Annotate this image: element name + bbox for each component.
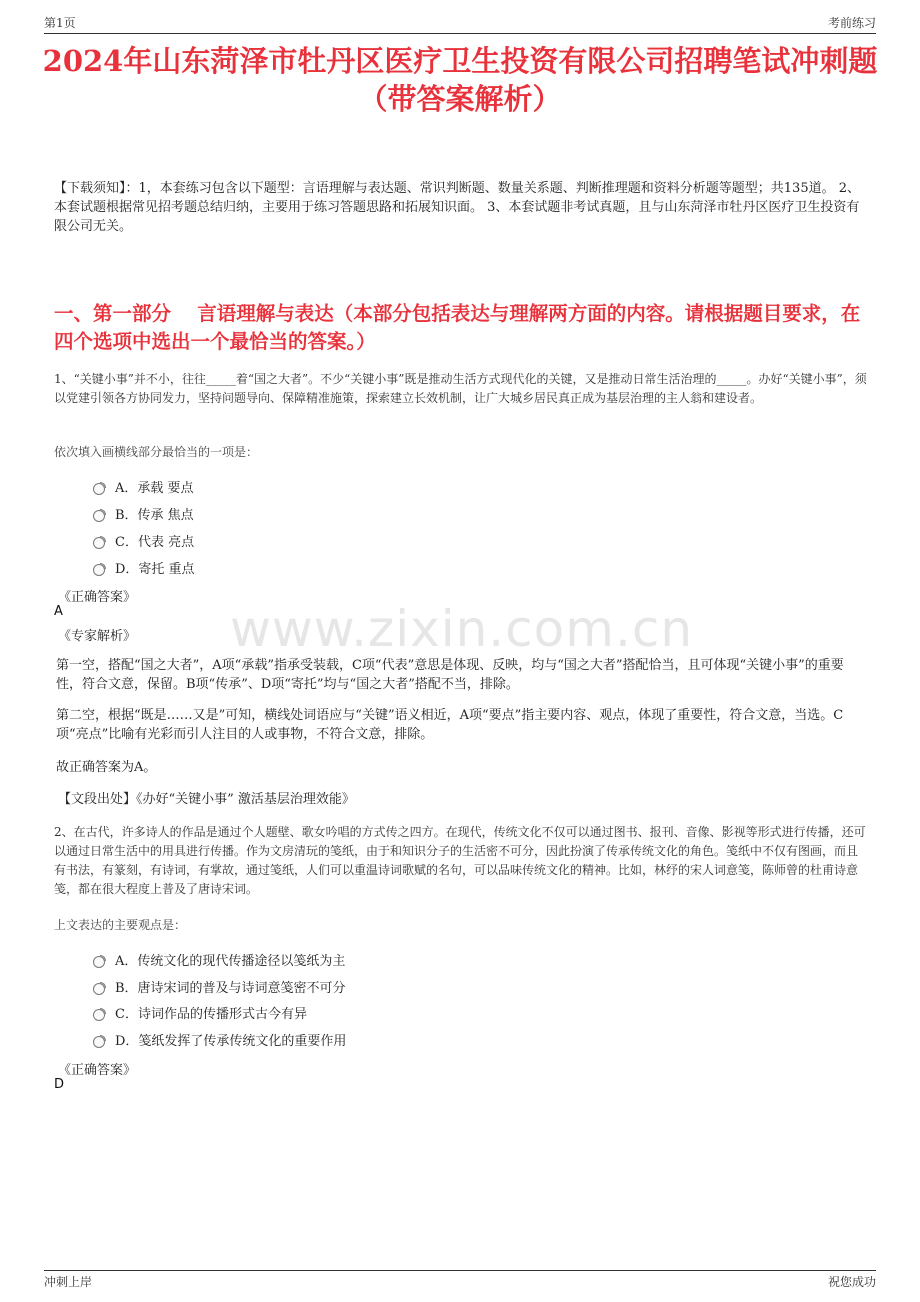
radio-icon[interactable] — [93, 564, 105, 576]
radio-icon[interactable] — [93, 1036, 105, 1048]
q1-option-b[interactable] — [93, 503, 194, 523]
option-label: B．传承 焦点 — [115, 507, 194, 523]
header-tag: 考前练习 — [827, 16, 876, 30]
q1-analysis-para-1: 第一空，搭配“国之大者”，A项“承载”指承受装载，C项“代表”意思是体现、反映，均与“国之大者”搭配恰当，且可体现“关键小事”的重要性，符合文意，保留。B项“传承”、D项“寄托”均与“国之大者”搭配不当，排除。 — [56, 658, 844, 692]
q2-option-b[interactable] — [93, 976, 346, 996]
q2-answer-label: 《正确答案》 — [58, 1063, 137, 1078]
radio-icon[interactable] — [93, 510, 105, 522]
q2-answer-value: D — [54, 1077, 65, 1092]
option-label: C．代表 亮点 — [115, 534, 195, 550]
q2-option-c[interactable] — [93, 1002, 307, 1022]
watermark: www.zixin.com.cn — [230, 600, 694, 658]
page-number: 第1页 — [44, 16, 76, 30]
question-1-prompt: 依次填入画横线部分最恰当的一项是： — [54, 445, 259, 459]
q1-source: 【文段出处】《办好“关键小事” 激活基层治理效能》 — [58, 792, 355, 807]
q1-analysis-label: 《专家解析》 — [58, 629, 137, 644]
option-label: D．笺纸发挥了传承传统文化的重要作用 — [115, 1033, 347, 1049]
radio-icon[interactable] — [93, 983, 105, 995]
radio-icon[interactable] — [93, 956, 105, 968]
page-footer — [44, 1270, 876, 1290]
q1-option-a[interactable] — [93, 476, 194, 496]
radio-icon[interactable] — [93, 1009, 105, 1021]
q2-option-d[interactable] — [93, 1029, 346, 1049]
q2-option-a[interactable] — [93, 949, 345, 969]
option-label: C．诗词作品的传播形式古今有异 — [115, 1006, 307, 1022]
q1-analysis-conclusion: 故正确答案为A。 — [56, 760, 157, 775]
q1-option-d[interactable] — [93, 557, 195, 577]
radio-icon[interactable] — [93, 537, 105, 549]
q1-analysis-para-2: 第二空，根据“既是……又是”可知，横线处词语应与“关键”语义相近，A项“要点”指主要内容、观点，体现了重要性，符合文意，当选。C项“亮点”比喻有光彩而引人注目的人或事物，不符合文意，排除。 — [56, 708, 844, 742]
download-notice: 【下载须知】：1，本套练习包含以下题型：言语理解与表达题、常识判断题、数量关系题、判断推理题和资料分析题等题型；共135道。 2、本套试题根据常见招考题总结归纳，主要用于练习答题思路和拓展知识面。 3、本套试题非考试真题，且与山东菏泽市牡丹区医疗卫生投资有限公司无关。 — [54, 181, 860, 234]
radio-icon[interactable] — [93, 483, 105, 495]
document-title: 2024年山东菏泽市牡丹区医疗卫生投资有限公司招聘笔试冲刺题（带答案解析） — [42, 44, 878, 116]
footer-slogan-left: 冲刺上岸 — [44, 1275, 93, 1289]
option-label: B．唐诗宋词的普及与诗词意笺密不可分 — [115, 980, 346, 996]
question-2-prompt: 上文表达的主要观点是： — [54, 918, 187, 932]
q1-option-c[interactable] — [93, 530, 194, 550]
option-label: A．承载 要点 — [115, 480, 194, 496]
question-2-text: 2、在古代，许多诗人的作品是通过个人题壁、歌女吟唱的方式传之四方。在现代，传统文化不仅可以通过图书、报刊、音像、影视等形式进行传播，还可以通过日常生活中的用具进行传播。作为文房清玩的笺纸，由于和知识分子的生活密不可分，因此扮演了传承传统文化的角色。笺纸中不仅有图画，而且有书法，有篆刻，有诗词，有掌故，通过笺纸，人们可以重温诗词歌赋的名句，可以品味传统文化的精神。比如，林纾的宋人词意笺，陈师曾的杜甫诗意笺，都在很大程度上普及了唐诗宋词。 — [54, 825, 866, 896]
q1-answer-value: A — [54, 604, 63, 619]
question-1-text: 1、“关键小事”并不小，往往_____着“国之大者”。不少“关键小事”既是推动生活方式现代化的关键，又是推动日常生活治理的_____。办好“关键小事”，须以党建引领各方协同发力，坚持问题导向、保障精准施策，探索建立长效机制，让广大城乡居民真正成为基层治理的主人翁和建设者。 — [54, 372, 867, 405]
page-header — [44, 14, 876, 34]
option-label: A．传统文化的现代传播途径以笺纸为主 — [115, 953, 346, 969]
option-label: D．寄托 重点 — [115, 561, 195, 577]
footer-slogan-right: 祝您成功 — [827, 1275, 876, 1289]
section-heading: 一、第一部分 言语理解与表达（本部分包括表达与理解两方面的内容。请根据题目要求，在四个选项中选出一个最恰当的答案。） — [54, 302, 861, 353]
q1-answer-label: 《正确答案》 — [58, 590, 137, 605]
